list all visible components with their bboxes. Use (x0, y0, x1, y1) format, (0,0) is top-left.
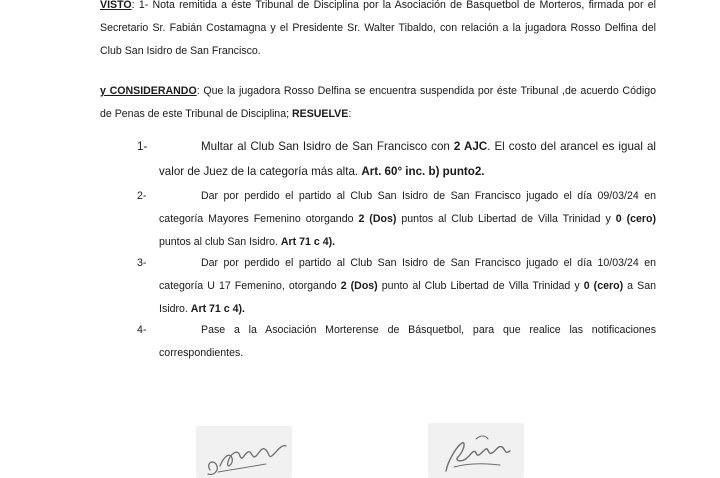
item-text: punto al Club Libertad de Villa Trinidad y (377, 280, 584, 292)
visto-text: : 1- Nota remitida a éste Tribunal de Disciplina por la Asociación de Basquetbol de Morteros, firmada por el Secretario Sr. Fabián Costamagna y el Presidente Sr. Walter Tibaldo, con relación a la jugadora Rosso Delfina del Club San Isidro de San Francisco. (100, 0, 656, 57)
item-number: 2- (137, 190, 147, 202)
item-text: puntos al Club Libertad de Villa Trinidad y (396, 213, 616, 225)
considerando-text: : Que la jugadora Rosso Delfina se encuentra suspendida por éste Tribunal ,de acuerdo Código de Penas de este Tribunal de Disciplina; (100, 85, 656, 120)
item-bold: 0 (cero) (615, 213, 657, 225)
item-bold: 0 (cero) (583, 280, 624, 292)
item-number: 3- (137, 257, 147, 269)
item-bold: Art 71 c 4). (280, 236, 336, 248)
item-text: Dar por perdido el partido al Club San Isidro de San Francisco jugado el día 09/03/24 en categoría Mayores Femenino otorgando (159, 190, 656, 225)
signature-left (196, 426, 292, 478)
item-text: puntos al club San Isidro. (159, 236, 281, 248)
item-text: . El costo del arancel es igual al valor de Juez de la categoría más alta. (159, 140, 656, 178)
considerando-label: y CONSIDERANDO (100, 85, 197, 97)
visto-label: VISTO (100, 0, 132, 11)
item-body (159, 319, 656, 365)
item-bold: 2 (Dos) (340, 280, 378, 292)
handwritten-signature-icon (196, 426, 292, 478)
signature-right (428, 423, 524, 478)
item-number: 4- (137, 324, 147, 336)
visto-paragraph (100, 0, 656, 63)
resolution-item-1 (137, 134, 656, 184)
resolution-item-4 (137, 319, 656, 365)
considerando-paragraph (100, 80, 656, 126)
item-text: Pase a la Asociación Morterense de Básquetbol, para que realice las notificaciones correspondientes. (159, 324, 656, 359)
item-body (159, 185, 656, 254)
item-body (159, 252, 656, 321)
resolution-item-2 (137, 185, 656, 254)
item-body (159, 134, 656, 184)
item-text: Multar al Club San Isidro de San Francisco con (201, 140, 454, 153)
considerando-tail: : (348, 108, 352, 120)
item-bold: 2 (Dos) (358, 213, 397, 225)
resuelve-label: RESUELVE (291, 108, 349, 120)
item-number: 1- (137, 140, 148, 153)
resolution-item-3 (137, 252, 656, 321)
item-bold: Art 71 c 4). (190, 303, 245, 315)
item-bold: 2 AJC (453, 140, 488, 153)
item-text: Dar por perdido el partido al Club San Isidro de San Francisco jugado el día 10/03/24 en categoría U 17 Femenino, otorgando (159, 257, 656, 292)
handwritten-signature-icon (428, 423, 524, 478)
item-text: a San Isidro. (159, 280, 656, 315)
item-bold: Art. 60° inc. b) punto2. (361, 165, 485, 178)
